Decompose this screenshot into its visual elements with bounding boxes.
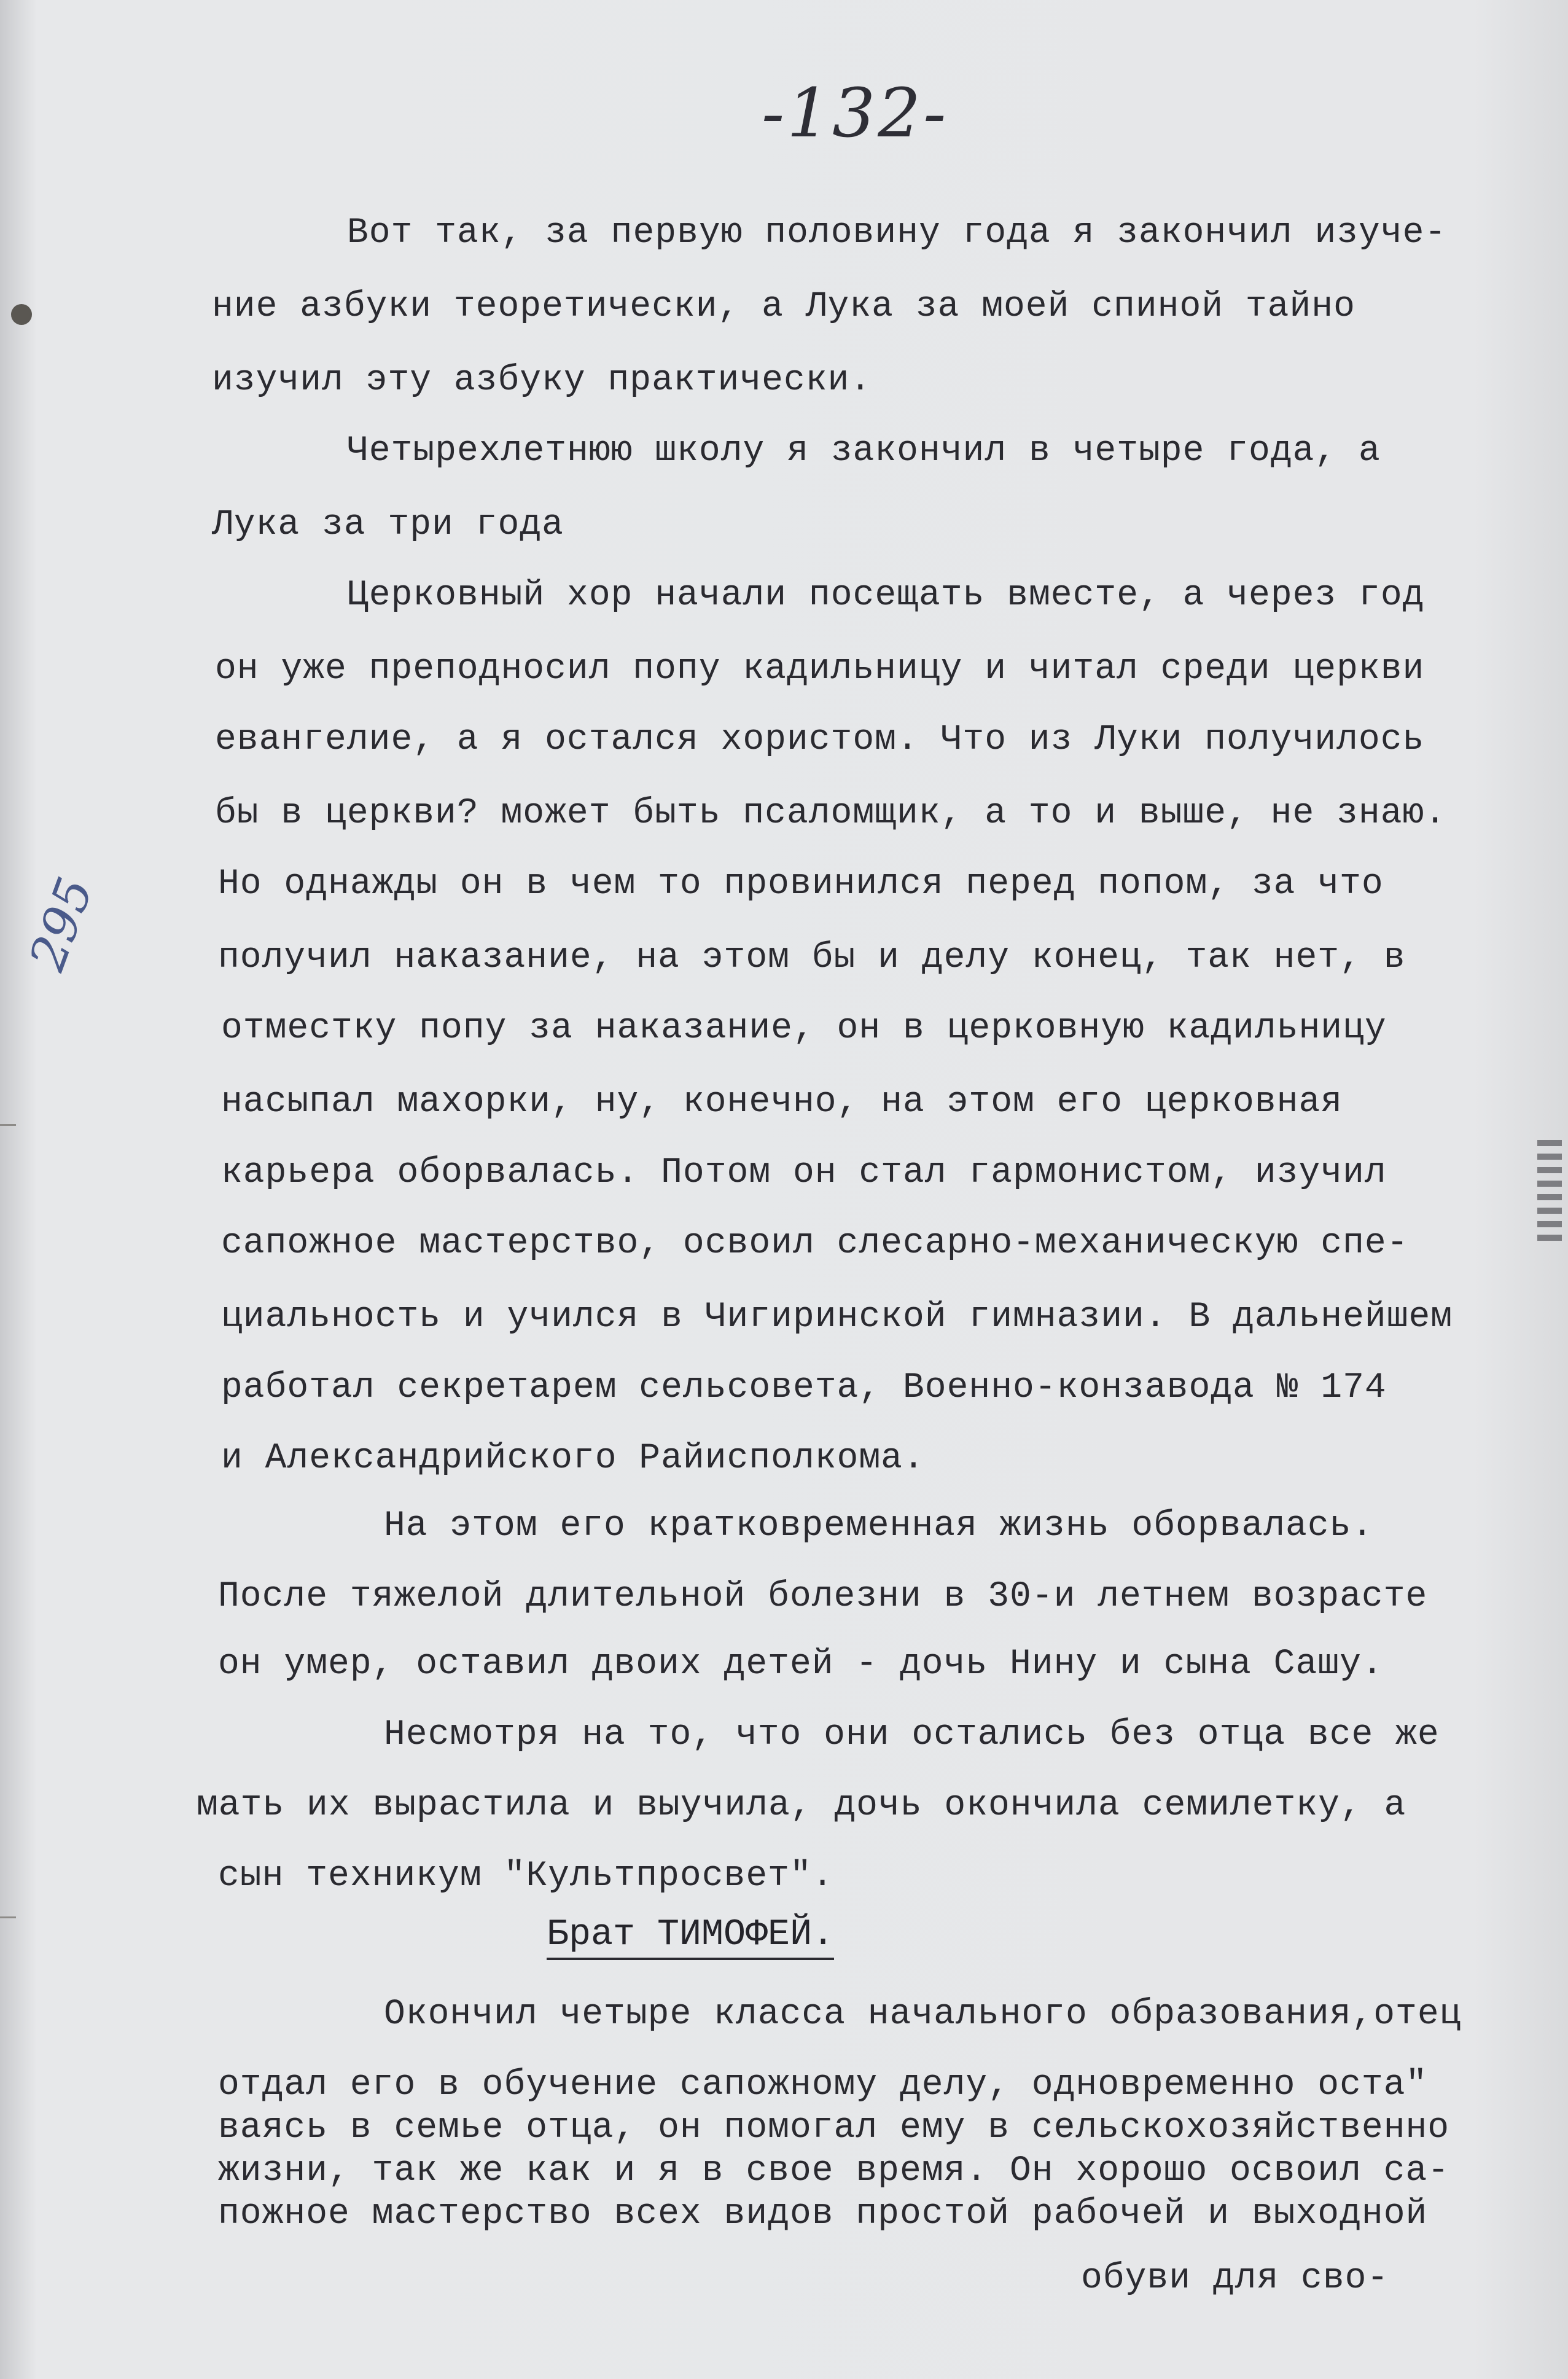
- edge-mark: [0, 1124, 16, 1126]
- text-line: карьера оборвалась. Потом он стал гармонистом, изучил: [221, 1153, 1387, 1193]
- text-line: жизни, так же как и я в свое время. Он хорошо освоил са-: [218, 2151, 1450, 2191]
- text-line: Окончил четыре класса начального образования,отец: [384, 1994, 1462, 2034]
- edge-mark: [0, 1916, 16, 1918]
- text-line: ние азбуки теоретически, а Лука за моей спиной тайно: [212, 287, 1355, 327]
- text-line: Вот так, за первую половину года я закончил изуче-: [347, 213, 1447, 253]
- text-line: обуви для сво-: [1081, 2259, 1389, 2299]
- edge-stamp: [1537, 1136, 1562, 1241]
- text-line: сапожное мастерство, освоил слесарно-механическую спе-: [221, 1224, 1409, 1264]
- section-heading: Брат ТИМОФЕЙ.: [547, 1913, 834, 1960]
- text-line: отдал его в обучение сапожному делу, одновременно оста": [218, 2065, 1428, 2105]
- text-line: бы в церкви? может быть псаломщик, а то и выше, не знаю.: [215, 794, 1447, 834]
- text-line: и Александрийского Райисполкома.: [221, 1439, 925, 1479]
- text-line: После тяжелой длительной болезни в 30-и летнем возрасте: [218, 1577, 1428, 1617]
- text-line: он умер, оставил двоих детей - дочь Нину и сына Сашу.: [218, 1644, 1384, 1684]
- text-line: пожное мастерство всех видов простой рабочей и выходной: [218, 2194, 1428, 2234]
- page-number: -132-: [762, 74, 949, 152]
- text-line: На этом его кратковременная жизнь оборвалась.: [384, 1506, 1374, 1546]
- margin-handwritten-note: 295: [18, 870, 104, 978]
- text-line: Но однажды он в чем то провинился перед попом, за что: [218, 864, 1384, 904]
- text-line: Несмотря на то, что они остались без отца все же: [384, 1715, 1440, 1755]
- binder-hole: [11, 304, 32, 325]
- text-line: сын техникум "Культпросвет".: [218, 1856, 834, 1896]
- text-line: работал секретарем сельсовета, Военно-конзавода № 174: [221, 1368, 1387, 1408]
- text-line: Лука за три года: [212, 505, 564, 545]
- text-line: мать их вырастила и выучила, дочь окончила семилетку, а: [197, 1786, 1406, 1826]
- text-line: изучил эту азбуку практически.: [212, 361, 872, 400]
- text-line: циальность и учился в Чигиринской гимназии. В дальнейшем: [221, 1297, 1453, 1337]
- text-line: получил наказание, на этом бы и делу конец, так нет, в: [218, 938, 1406, 978]
- text-line: он уже преподносил попу кадильницу и читал среди церкви: [215, 649, 1425, 689]
- text-line: ваясь в семье отца, он помогал ему в сельскохозяйственно: [218, 2108, 1450, 2148]
- text-line: евангелие, а я остался хористом. Что из Луки получилось: [215, 720, 1425, 760]
- text-line: Церковный хор начали посещать вместе, а через год: [347, 576, 1425, 615]
- text-line: Четырехлетнюю школу я закончил в четыре года, а: [347, 431, 1381, 471]
- text-line: насыпал махорки, ну, конечно, на этом его церковная: [221, 1082, 1343, 1122]
- text-line: отместку попу за наказание, он в церковную кадильницу: [221, 1009, 1387, 1049]
